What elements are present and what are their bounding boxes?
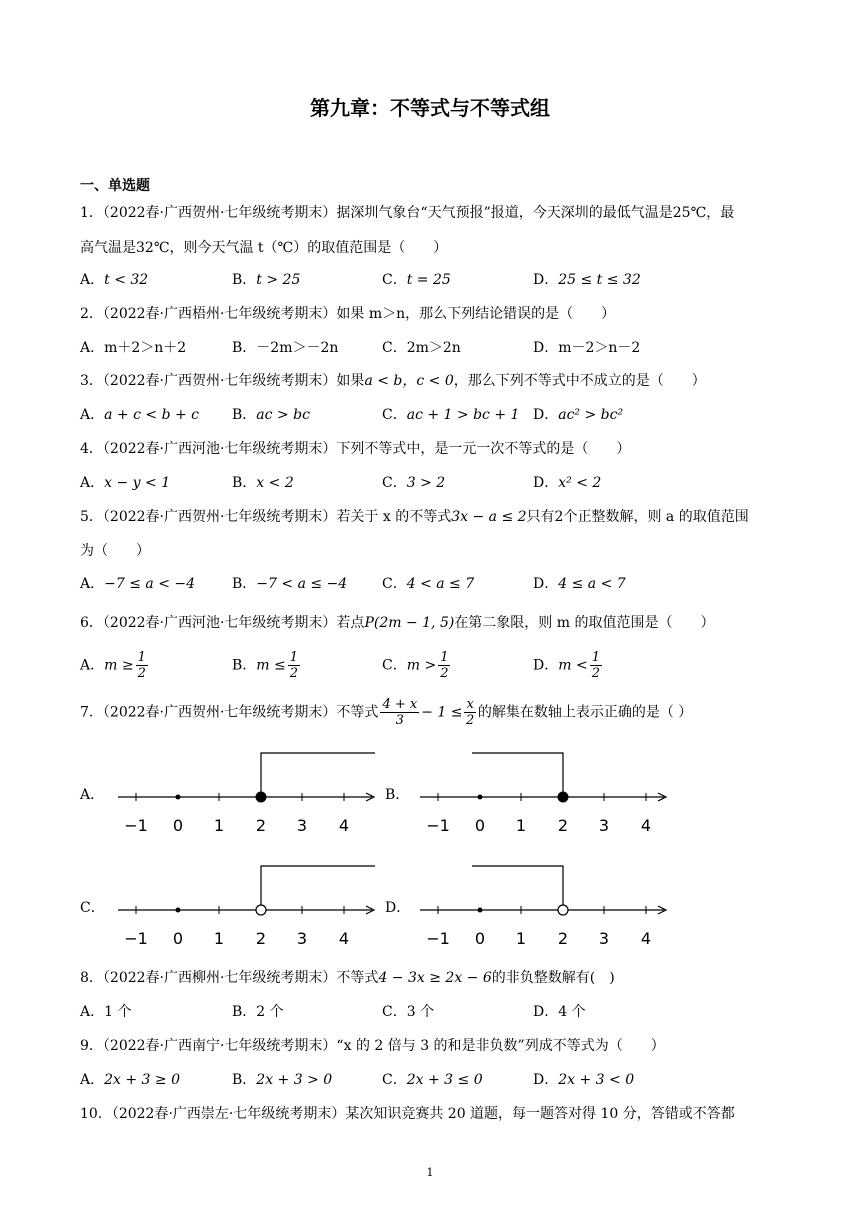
q9-option-b[interactable]: B．2x + 3 > 0 bbox=[232, 1072, 333, 1088]
tick-label: −1 bbox=[426, 929, 450, 948]
solution-bracket bbox=[472, 753, 563, 797]
q8-option-b[interactable]: B．2 个 bbox=[232, 1004, 284, 1020]
q1-stem-line1: 1．（2022春·广西贺州·七年级统考期末）据深圳气象台“天气预报”报道，今天深圳的最低气温是25℃，最 bbox=[80, 205, 735, 221]
q7-option-b-label[interactable]: B． bbox=[385, 787, 410, 803]
tick-label: 4 bbox=[640, 929, 652, 948]
q5-option-c[interactable]: C．4 < a ≤ 7 bbox=[382, 576, 475, 592]
q8-option-a[interactable]: A．1 个 bbox=[80, 1004, 132, 1020]
section-heading: 一、单选题 bbox=[80, 178, 150, 194]
page-number: 1 bbox=[426, 1166, 434, 1179]
tick-label: 0 bbox=[172, 929, 184, 948]
q1-option-c[interactable]: C．t = 25 bbox=[382, 272, 451, 288]
q3-option-d[interactable]: D．ac² > bc² bbox=[533, 407, 624, 423]
q6-option-c[interactable]: C．m > $\frac{1}{2}$ bbox=[382, 650, 449, 681]
open-endpoint bbox=[256, 905, 266, 915]
q4-option-d[interactable]: D．x² < 2 bbox=[533, 475, 602, 491]
solid-endpoint bbox=[558, 792, 568, 802]
q1-option-b[interactable]: B．t > 25 bbox=[232, 272, 301, 288]
tick-label: 1 bbox=[515, 929, 527, 948]
solution-bracket bbox=[261, 753, 375, 797]
q6-option-d[interactable]: D．m < $\frac{1}{2}$ bbox=[533, 650, 600, 681]
q7-frac-left: $\frac{4 + x}{3}$ bbox=[382, 697, 418, 728]
q3-stem: 3．（2022春·广西贺州·七年级统考期末）如果a < b，c < 0，那么下列不等式中不成立的是（ ） bbox=[80, 373, 706, 389]
origin-dot bbox=[478, 908, 483, 913]
q4-stem: 4．（2022春·广西河池·七年级统考期末）下列不等式中，是一元一次不等式的是（ ） bbox=[80, 441, 631, 457]
q6-frac: $\frac{1}{2}$ bbox=[591, 650, 600, 681]
q1-option-d[interactable]: D．25 ≤ t ≤ 32 bbox=[533, 272, 641, 288]
q7-numberline-c[interactable] bbox=[110, 858, 380, 968]
origin-dot bbox=[176, 795, 181, 800]
tick-label: 4 bbox=[640, 816, 652, 835]
q7-numberline-a[interactable] bbox=[110, 745, 380, 855]
q4-option-c[interactable]: C．3 > 2 bbox=[382, 475, 446, 491]
tick-label: −1 bbox=[426, 816, 450, 835]
q6-frac: $\frac{1}{2}$ bbox=[289, 650, 299, 681]
tick-label: 3 bbox=[598, 929, 610, 948]
q6-frac: $\frac{1}{2}$ bbox=[440, 650, 449, 681]
q7-numberline-b[interactable] bbox=[412, 745, 682, 855]
q6-frac: $\frac{1}{2}$ bbox=[137, 650, 146, 681]
tick-label: 2 bbox=[255, 929, 267, 948]
tick-label: 0 bbox=[474, 929, 486, 948]
q6-stem: 6．（2022春·广西河池·七年级统考期末）若点P(2m − 1, 5)在第二象限，则 m 的取值范围是（ ） bbox=[80, 615, 715, 631]
q3-option-c[interactable]: C．ac + 1 > bc + 1 bbox=[382, 407, 520, 423]
tick-label: 2 bbox=[255, 816, 267, 835]
solid-endpoint bbox=[256, 792, 266, 802]
q7-option-c-label[interactable]: C． bbox=[80, 900, 105, 916]
q3-option-b[interactable]: B．ac > bc bbox=[232, 407, 310, 423]
q7-option-d-label[interactable]: D． bbox=[385, 900, 411, 916]
tick-label: 0 bbox=[474, 816, 486, 835]
q6-option-b[interactable]: B．m ≤ $\frac{1}{2}$ bbox=[232, 650, 299, 681]
tick-label: −1 bbox=[124, 929, 148, 948]
q5-option-d[interactable]: D．4 ≤ a < 7 bbox=[533, 576, 626, 592]
q6-option-a[interactable]: A．m ≥ $\frac{1}{2}$ bbox=[80, 650, 146, 681]
q5-option-b[interactable]: B．−7 < a ≤ −4 bbox=[232, 576, 348, 592]
solution-bracket bbox=[261, 866, 375, 905]
q2-option-c[interactable]: C．2m＞2n bbox=[382, 340, 461, 356]
q9-stem: 9．（2022春·广西南宁·七年级统考期末）“x 的 2 倍与 3 的和是非负数”列成不等式为（ ） bbox=[80, 1038, 665, 1054]
origin-dot bbox=[176, 908, 181, 913]
tick-label: 1 bbox=[213, 929, 225, 948]
q1-option-a[interactable]: A．t < 32 bbox=[80, 272, 149, 288]
tick-label: 3 bbox=[296, 929, 308, 948]
tick-label: 1 bbox=[515, 816, 527, 835]
tick-label: 4 bbox=[338, 816, 350, 835]
tick-label: 2 bbox=[557, 929, 569, 948]
page-title: 第九章：不等式与不等式组 bbox=[310, 96, 550, 120]
tick-label: 1 bbox=[213, 816, 225, 835]
q4-option-b[interactable]: B．x < 2 bbox=[232, 475, 294, 491]
q1-stem-line2: 高气温是32℃，则今天气温 t（℃）的取值范围是（ ） bbox=[80, 240, 448, 256]
q5-option-a[interactable]: A．−7 ≤ a < −4 bbox=[80, 576, 196, 592]
q2-option-b[interactable]: B．－2m＞－2n bbox=[232, 340, 339, 356]
q9-option-c[interactable]: C．2x + 3 ≤ 0 bbox=[382, 1072, 483, 1088]
q8-option-c[interactable]: C．3 个 bbox=[382, 1004, 435, 1020]
q4-option-a[interactable]: A．x − y < 1 bbox=[80, 475, 171, 491]
q8-option-d[interactable]: D．4 个 bbox=[533, 1004, 586, 1020]
q3-option-a[interactable]: A．a + c < b + c bbox=[80, 407, 200, 423]
q2-stem: 2．（2022春·广西梧州·七年级统考期末）如果 m＞n，那么下列结论错误的是（ ） bbox=[80, 306, 616, 322]
q2-option-d[interactable]: D．m－2＞n－2 bbox=[533, 340, 641, 356]
tick-label: 3 bbox=[296, 816, 308, 835]
origin-dot bbox=[478, 795, 483, 800]
q9-option-d[interactable]: D．2x + 3 < 0 bbox=[533, 1072, 635, 1088]
q5-stem-line2: 为（ ） bbox=[80, 543, 150, 559]
q7-stem: 7．（2022春·广西贺州·七年级统考期末）不等式 $\frac{4 + x}{3}$ − 1 ≤ $\frac{x}{2}$ 的解集在数轴上表示正确的是（ ） bbox=[80, 697, 693, 728]
q2-option-a[interactable]: A．m＋2＞n＋2 bbox=[80, 340, 187, 356]
tick-label: 3 bbox=[598, 816, 610, 835]
q9-option-a[interactable]: A．2x + 3 ≥ 0 bbox=[80, 1072, 181, 1088]
q5-stem-line1: 5．（2022春·广西贺州·七年级统考期末）若关于 x 的不等式3x − a ≤ 2只有2个正整数解，则 a 的取值范围 bbox=[80, 509, 749, 525]
q8-stem: 8．（2022春·广西柳州·七年级统考期末）不等式4 − 3x ≥ 2x − 6的非负整数解有( ) bbox=[80, 970, 615, 986]
tick-label: −1 bbox=[124, 816, 148, 835]
solution-bracket bbox=[472, 866, 563, 905]
q7-numberline-d[interactable] bbox=[412, 858, 682, 968]
tick-label: 2 bbox=[557, 816, 569, 835]
q10-stem: 10．（2022春·广西崇左·七年级统考期末）某次知识竞赛共 20 道题，每一题答对得 10 分，答错或不答都 bbox=[80, 1106, 735, 1122]
tick-label: 0 bbox=[172, 816, 184, 835]
q7-frac-right: $\frac{x}{2}$ bbox=[466, 697, 475, 728]
q7-option-a-label[interactable]: A． bbox=[80, 787, 105, 803]
tick-label: 4 bbox=[338, 929, 350, 948]
open-endpoint bbox=[558, 905, 568, 915]
